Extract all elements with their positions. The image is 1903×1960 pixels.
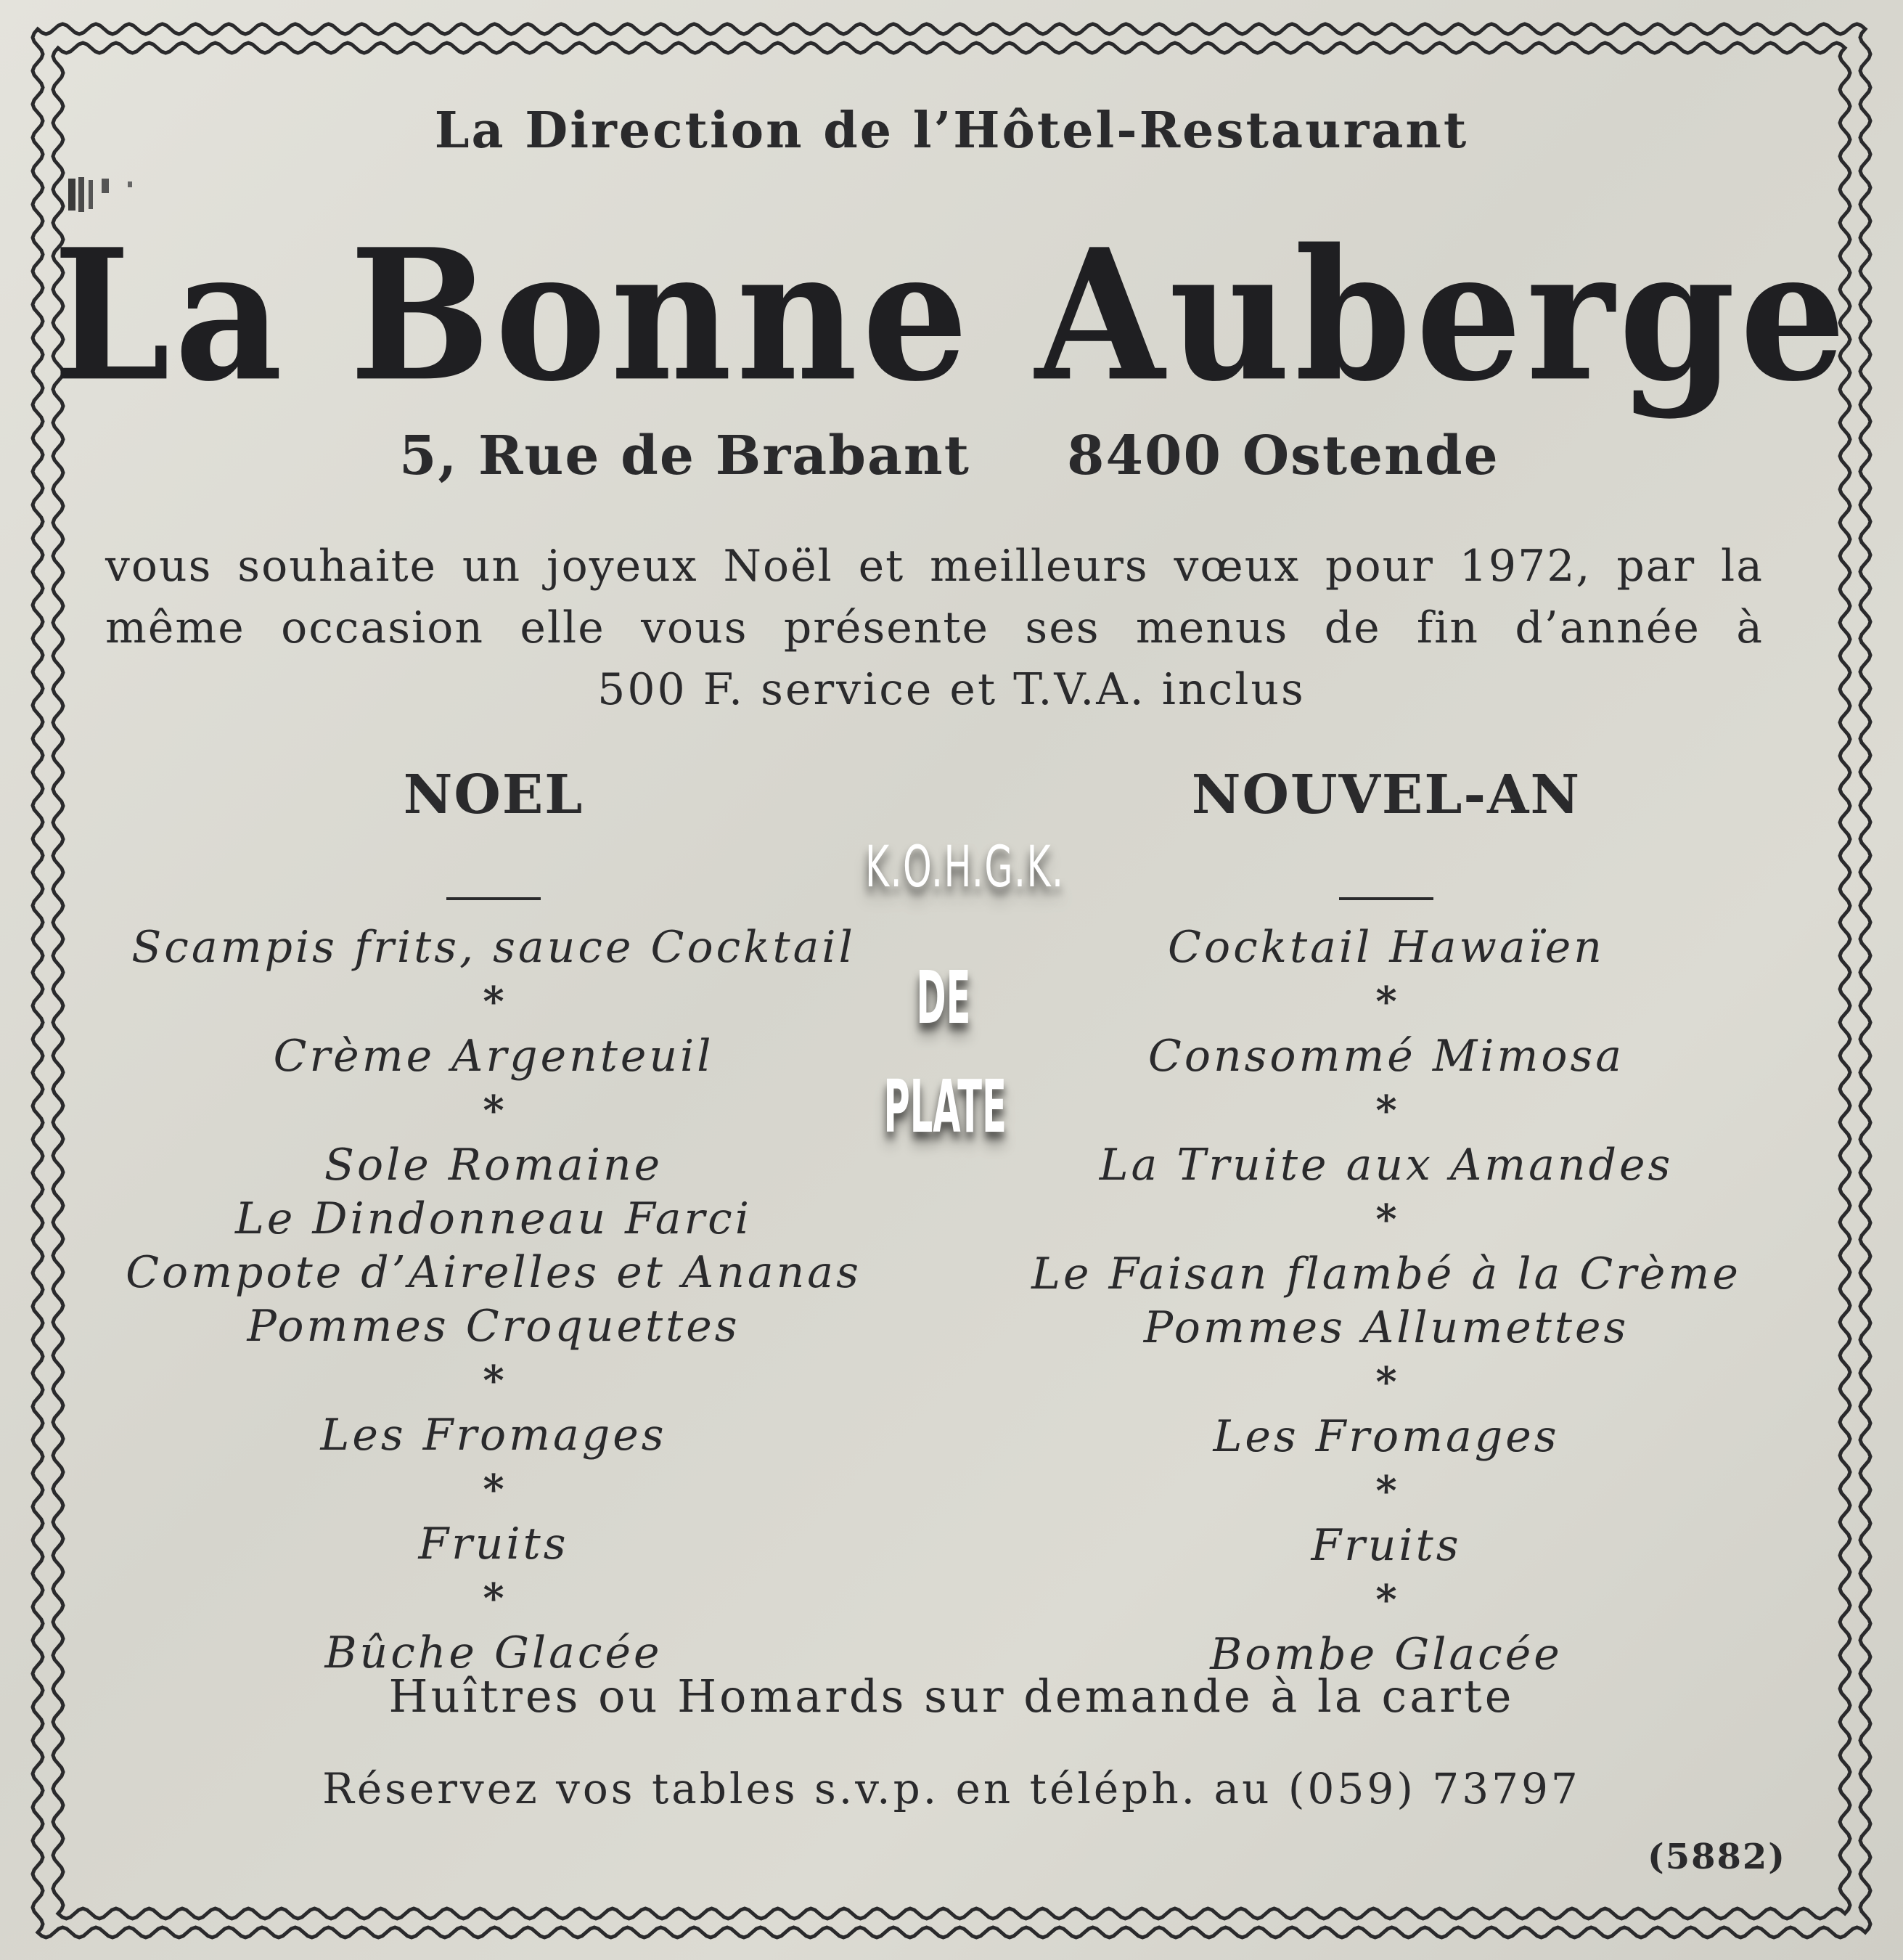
intro-line-3: 500 F. service et T.V.A. inclus [597,664,1306,715]
menu-nouvel-an [994,762,1778,1681]
course-separator: * [1375,1576,1397,1624]
menu-dish: Compote d’Airelles et Ananas [126,1247,862,1298]
course-separator: * [1375,1467,1397,1515]
course-separator: * [1375,1087,1397,1135]
menu-dish: Le Faisan flambé à la Crème [1031,1249,1741,1299]
course-separator: * [483,1087,504,1135]
menu-dish: Fruits [1311,1520,1462,1571]
menu-dish: Bûche Glacée [324,1628,663,1678]
course-separator: * [483,1357,504,1405]
course-separator: * [1375,978,1397,1026]
menu-dish: Pommes Croquettes [247,1301,740,1352]
menu-dish: Le Dindonneau Farci [235,1193,752,1244]
ad-reference-number: (5882) [1648,1837,1787,1877]
header-direction: La Direction de l’Hôtel-Restaurant [434,102,1469,160]
address-city: 8400 Ostende [1067,425,1499,487]
menu-dish: Cocktail Hawaïen [1168,922,1605,973]
address-street: 5, Rue de Brabant [399,425,970,487]
menu-dish: Crème Argenteuil [273,1031,714,1082]
course-separator: * [1375,1196,1397,1244]
heading-rule [446,897,541,900]
course-separator: * [483,1466,504,1514]
watermark-line-2: DE PLATE [883,955,1007,1149]
menu-heading: NOEL [403,764,584,826]
menu-heading: NOUVEL-AN [1191,764,1581,826]
menu-dish: Sole Romaine [324,1140,663,1191]
course-separator: * [1375,1358,1397,1406]
restaurant-name: La Bonne Auberge [52,210,1851,422]
menu-dish: Les Fromages [1213,1411,1560,1462]
intro-line-2: même occasion elle vous présente ses menus de fin d’année à [105,603,1764,653]
menu-noel [94,762,893,1680]
menu-dish: Consommé Mimosa [1147,1031,1625,1082]
menu-dish: Pommes Allumettes [1143,1302,1629,1353]
menu-dish: Bombe Glacée [1210,1629,1563,1680]
menu-dish: Scampis frits, sauce Cocktail [131,922,856,973]
menu-dish: Fruits [418,1519,569,1569]
oysters-note: Huîtres ou Homards sur demande à la carte [388,1670,1515,1723]
reservation-note: Réservez vos tables s.v.p. en téléph. au (059) 73797 [322,1764,1581,1813]
menu-dish: Les Fromages [320,1410,667,1461]
heading-rule [1339,897,1433,900]
watermark-line-1: K.O.H.G.K. [865,835,1065,900]
course-separator: * [483,978,504,1026]
menu-dish: La Truite aux Amandes [1099,1140,1674,1191]
course-separator: * [483,1575,504,1622]
intro-line-1: vous souhaite un joyeux Noël et meilleurs vœux pour 1972, par la [105,541,1764,592]
watermark [835,813,1065,1149]
